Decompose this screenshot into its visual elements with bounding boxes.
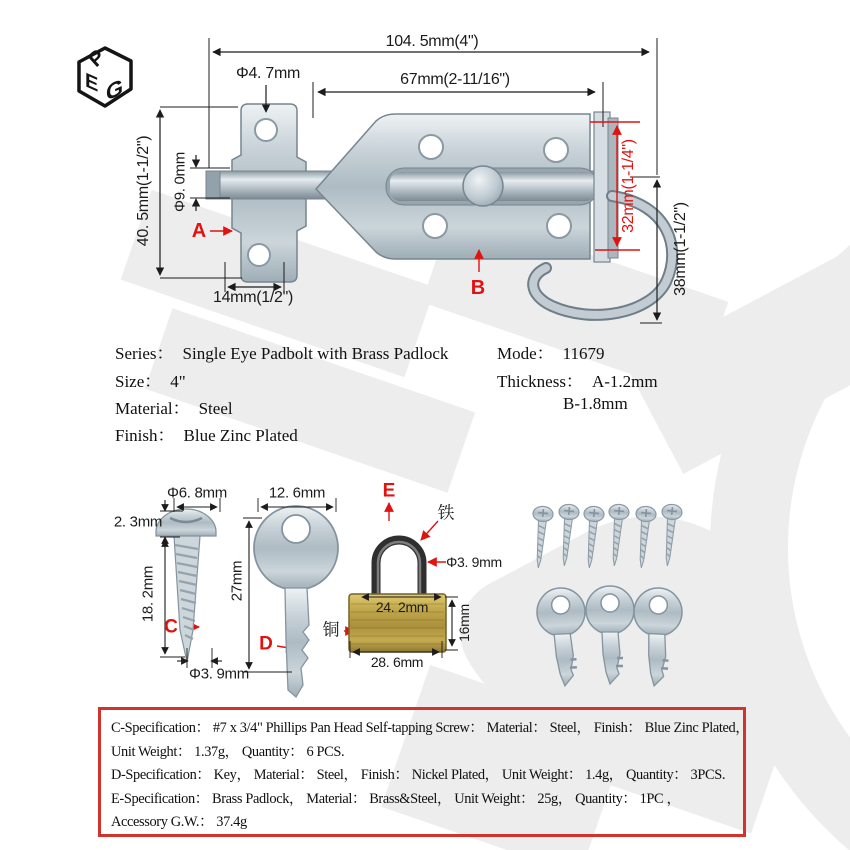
specification-box (98, 707, 750, 837)
spec-size (115, 367, 186, 392)
dim-eye-height: 32mm(1-1/4") (620, 139, 637, 233)
logo-letter-e: E (85, 68, 99, 97)
spec-material-label: Material： (115, 399, 190, 418)
spec-size-label: Size： (115, 372, 162, 391)
spec-finish-label: Finish： (115, 426, 175, 445)
keys-photo (536, 586, 683, 687)
spec-thickness (497, 367, 658, 392)
screw-length: 18. 2mm (139, 565, 157, 623)
part-label-e: E (382, 480, 396, 502)
dim-total-width: 104. 5mm(4") (385, 33, 479, 50)
specbox-line-c1: C-Specification： #7 x 3/4" Phillips Pan Head Self-tapping Screw： Material： Steel， Finish： Blue Zinc Plated， (111, 720, 750, 736)
part-label-d: D (259, 633, 273, 655)
part-label-c: C (164, 616, 178, 638)
specbox-line-c2: Unit Weight： 1.37g， Quantity： 6 PCS. (111, 743, 345, 760)
screw-head-height: 2. 3mm (113, 513, 163, 531)
specbox-line-d: D-Specification： Key， Material： Steel， Finish： Nickel Plated， Unit Weight： 1.4g， Quantity： 3PCS. (111, 767, 726, 783)
screw-head-diameter: Φ6. 8mm (167, 484, 227, 502)
logo-letter-p: P (83, 45, 110, 72)
dim-bolt-diameter: Φ9. 0mm (171, 152, 189, 212)
screws-photo (528, 504, 682, 569)
dim-bracket-width: 14mm(1/2") (212, 289, 294, 306)
key-length: 27mm (228, 560, 246, 602)
spec-mode (497, 339, 605, 364)
spec-finish (115, 421, 298, 446)
spec-material-value: Steel (198, 399, 233, 418)
padlock-body-height: 16mm (456, 604, 472, 642)
spec-thickness-a: A-1.2mm (591, 372, 658, 391)
spec-series-value: Single Eye Padbolt with Brass Padlock (182, 344, 449, 363)
spec-thickness-label: Thickness： (497, 372, 583, 391)
padlock-shackle-material: 铁 (437, 503, 455, 523)
part-label-a: A (191, 220, 207, 242)
epg-logo (72, 44, 138, 114)
spec-thickness-b-value: B-1.8mm (563, 394, 628, 413)
specbox-line-gw: Accessory G.W.： 37.4g (111, 814, 247, 830)
padlock-drawing (349, 540, 446, 652)
spec-material (115, 394, 233, 419)
spec-series-label: Series： (115, 344, 174, 363)
key-width: 12. 6mm (268, 484, 326, 502)
padlock-shackle-diameter: Φ3. 9mm (446, 554, 502, 570)
dim-bracket-height: 40. 5mm(1-1/2") (135, 135, 152, 247)
dim-inner-width: 67mm(2-11/16") (400, 71, 510, 88)
specbox-line-e: E-Specification： Brass Padlock， Material： Brass&Steel， Unit Weight： 25g， Quantity： 1PC ， (111, 790, 681, 807)
padlock-body-material: 铜 (322, 620, 340, 640)
spec-thickness-b (563, 394, 628, 414)
spec-mode-label: Mode： (497, 344, 554, 363)
spec-size-value: 4" (170, 372, 186, 391)
spec-mode-value: 11679 (562, 344, 605, 363)
screw-tip-diameter: Φ3. 9mm (189, 665, 249, 683)
padlock-body-width: 28. 6mm (370, 654, 424, 670)
dim-right-height: 38mm(1-1/2") (672, 202, 689, 296)
spec-finish-value: Blue Zinc Plated (183, 426, 298, 445)
part-label-b: B (470, 277, 486, 299)
spec-series (115, 339, 448, 364)
padbolt-drawing (206, 104, 672, 315)
logo-letter-g: G (106, 73, 124, 106)
dim-hole-diameter: Φ4. 7mm (235, 65, 301, 82)
key-drawing (254, 506, 338, 697)
padlock-inner-width: 24. 2mm (375, 599, 429, 615)
